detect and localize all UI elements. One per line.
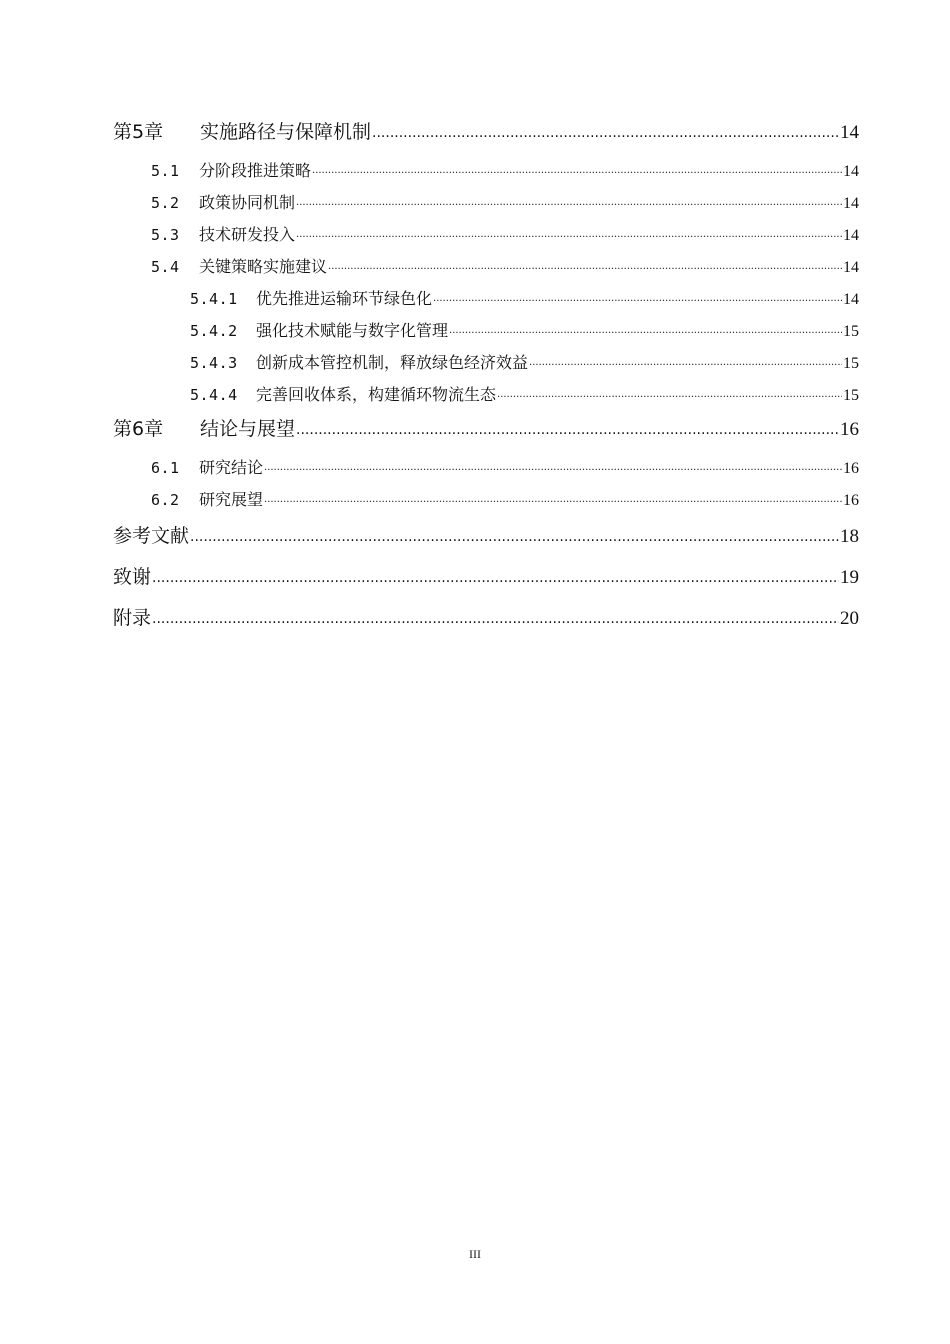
toc-entry-page: 20 bbox=[840, 608, 859, 629]
dot-leader bbox=[190, 517, 839, 558]
toc-entry-title: 技术研发投入 bbox=[199, 225, 296, 244]
toc-entry-page: 18 bbox=[840, 526, 859, 547]
dot-leader bbox=[328, 251, 842, 283]
toc-entry-page: 14 bbox=[840, 122, 859, 143]
toc-entry-page: 14 bbox=[843, 291, 859, 308]
dot-leader bbox=[296, 412, 839, 448]
toc-entry-title: 分阶段推进策略 bbox=[199, 161, 312, 180]
toc-entry-number: 5.4.1 bbox=[190, 290, 238, 308]
toc-entry-title: 结论与展望 bbox=[200, 418, 296, 440]
toc-entry-number: 5.1 bbox=[151, 162, 180, 180]
toc-entry-number: 6.2 bbox=[151, 491, 180, 509]
dot-leader bbox=[296, 219, 842, 251]
toc-entry-chapter-5[interactable] bbox=[113, 114, 859, 155]
toc-entry-6-1[interactable] bbox=[113, 452, 859, 484]
toc-entry-title: 附录 bbox=[113, 607, 152, 629]
toc-entry-number: 5.4.2 bbox=[190, 322, 238, 340]
toc-entry-chapter-6[interactable] bbox=[113, 411, 859, 452]
toc-entry-number: 第6章 bbox=[113, 418, 164, 440]
toc-entry-page: 19 bbox=[840, 567, 859, 588]
toc-entry-number: 5.4.4 bbox=[190, 386, 238, 404]
dot-leader bbox=[152, 558, 839, 599]
toc-entry-5-4-2[interactable] bbox=[113, 315, 859, 347]
toc-entry-page: 15 bbox=[843, 355, 859, 372]
toc-entry-title: 实施路径与保障机制 bbox=[200, 121, 372, 143]
toc-entry-title: 优先推进运输环节绿色化 bbox=[256, 289, 433, 308]
dot-leader bbox=[152, 599, 839, 640]
toc-entry-title: 关键策略实施建议 bbox=[199, 257, 328, 276]
dot-leader bbox=[264, 484, 842, 516]
toc-entry-number: 6.1 bbox=[151, 459, 180, 477]
toc-entry-page: 15 bbox=[843, 323, 859, 340]
toc-entry-5-4-1[interactable] bbox=[113, 283, 859, 315]
toc-entry-page: 14 bbox=[843, 163, 859, 180]
dot-leader bbox=[296, 187, 842, 219]
dot-leader bbox=[497, 379, 842, 411]
table-of-contents bbox=[113, 114, 859, 639]
toc-entry-page: 14 bbox=[843, 227, 859, 244]
toc-entry-number: 5.3 bbox=[151, 226, 180, 244]
toc-entry-page: 16 bbox=[840, 419, 859, 440]
dot-leader bbox=[529, 347, 842, 379]
toc-entry-appendix[interactable] bbox=[113, 598, 859, 639]
toc-entry-page: 16 bbox=[843, 492, 859, 509]
toc-entry-5-4[interactable] bbox=[113, 251, 859, 283]
toc-entry-references[interactable] bbox=[113, 516, 859, 557]
toc-entry-title: 政策协同机制 bbox=[199, 193, 296, 212]
toc-entry-title: 致谢 bbox=[113, 566, 152, 588]
toc-entry-title: 完善回收体系，构建循环物流生态 bbox=[256, 385, 497, 404]
toc-entry-page: 14 bbox=[843, 259, 859, 276]
toc-entry-number: 5.4.3 bbox=[190, 354, 238, 372]
toc-entry-5-2[interactable] bbox=[113, 187, 859, 219]
toc-entry-title: 研究展望 bbox=[199, 490, 264, 509]
page-number: III bbox=[469, 1247, 481, 1261]
dot-leader bbox=[372, 115, 839, 151]
toc-entry-5-1[interactable] bbox=[113, 155, 859, 187]
toc-entry-number: 5.4 bbox=[151, 258, 180, 276]
toc-entry-acknowledgements[interactable] bbox=[113, 557, 859, 598]
toc-entry-title: 强化技术赋能与数字化管理 bbox=[256, 321, 449, 340]
dot-leader bbox=[312, 155, 842, 187]
toc-entry-page: 14 bbox=[843, 195, 859, 212]
toc-entry-number: 第5章 bbox=[113, 121, 164, 143]
toc-entry-title: 研究结论 bbox=[199, 458, 264, 477]
toc-entry-5-4-4[interactable] bbox=[113, 379, 859, 411]
toc-entry-6-2[interactable] bbox=[113, 484, 859, 516]
toc-entry-5-3[interactable] bbox=[113, 219, 859, 251]
dot-leader bbox=[449, 315, 842, 347]
toc-entry-page: 16 bbox=[843, 460, 859, 477]
toc-entry-number: 5.2 bbox=[151, 194, 180, 212]
toc-entry-5-4-3[interactable] bbox=[113, 347, 859, 379]
toc-entry-page: 15 bbox=[843, 387, 859, 404]
toc-entry-title: 创新成本管控机制，释放绿色经济效益 bbox=[256, 353, 529, 372]
dot-leader bbox=[264, 452, 842, 484]
toc-entry-title: 参考文献 bbox=[113, 525, 190, 547]
dot-leader bbox=[433, 283, 842, 315]
